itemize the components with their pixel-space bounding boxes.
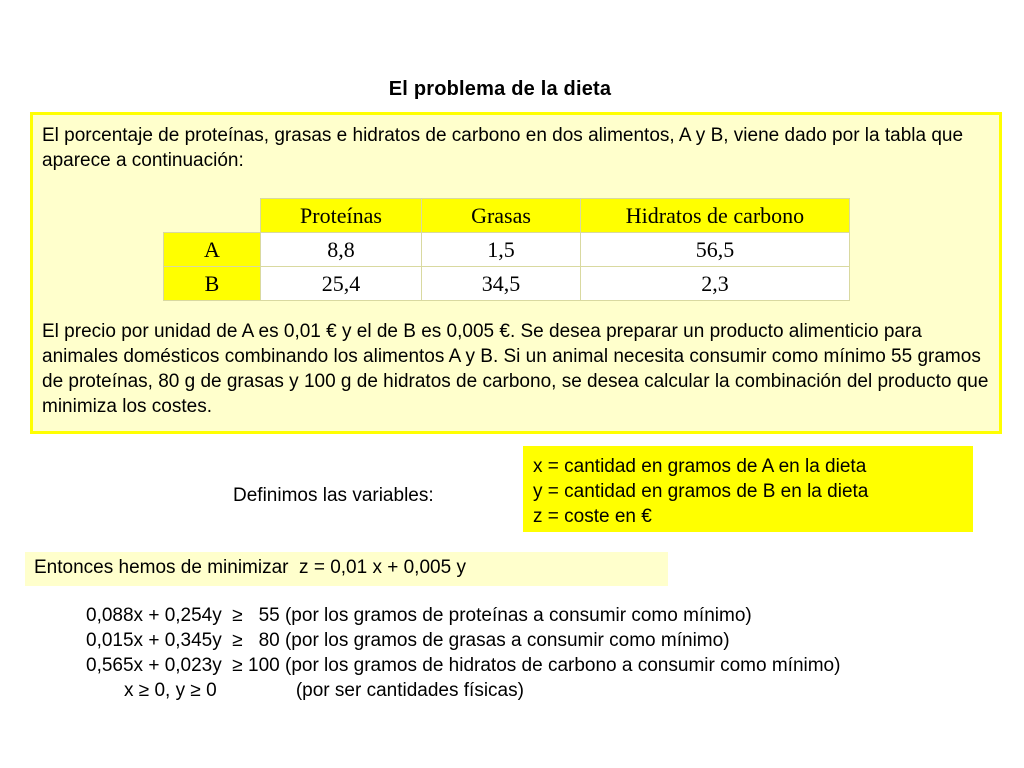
- variable-definition-y: y = cantidad en gramos de B en la dieta: [533, 481, 869, 502]
- constraint-fats: 0,015x + 0,345y ≥ 80 (por los gramos de grasas a consumir como mínimo): [86, 630, 730, 651]
- table-header-cell: Proteínas: [261, 199, 422, 233]
- table-cell: 1,5: [422, 233, 581, 267]
- problem-intro-text: El porcentaje de proteínas, grasas e hidratos de carbono en dos alimentos, A y B, viene dado por la tabla que aparece a continuación:: [42, 125, 964, 171]
- table-corner-cell: [164, 199, 261, 233]
- table-header-row: [164, 199, 850, 233]
- constraints-list: [86, 603, 840, 703]
- table-row: [164, 233, 850, 267]
- table-row-label: B: [164, 267, 261, 301]
- table-cell: 2,3: [581, 267, 850, 301]
- nutrition-table: [163, 198, 850, 301]
- table-row-label: A: [164, 233, 261, 267]
- variables-definition-box: [523, 446, 973, 532]
- table-cell: 8,8: [261, 233, 422, 267]
- constraint-proteins: 0,088x + 0,254y ≥ 55 (por los gramos de proteínas a consumir como mínimo): [86, 605, 752, 626]
- table-cell: 34,5: [422, 267, 581, 301]
- table-row: [164, 267, 850, 301]
- table-cell: 25,4: [261, 267, 422, 301]
- constraint-nonnegativity: x ≥ 0, y ≥ 0 (por ser cantidades físicas): [124, 680, 524, 701]
- table-header-cell: Hidratos de carbono: [581, 199, 850, 233]
- page-title: El problema de la dieta: [388, 78, 612, 100]
- constraint-carbohydrates: 0,565x + 0,023y ≥ 100 (por los gramos de hidratos de carbono a consumir como mínimo): [86, 655, 841, 676]
- problem-statement-text: El precio por unidad de A es 0,01 € y el de B es 0,005 €. Se desea preparar un producto alimenticio para animales domésticos combinando los alimentos A y B. Si un animal necesita consumir como mínimo 55 gramos de proteínas, 80 g de grasas y 100 g de hidratos de carbono, se desea calcular la combinación del producto que minimiza los costes.: [42, 321, 989, 417]
- variable-definition-x: x = cantidad en gramos de A en la dieta: [533, 456, 867, 477]
- table-cell: 56,5: [581, 233, 850, 267]
- objective-function-box: Entonces hemos de minimizar z = 0,01 x + 0,005 y: [25, 552, 668, 586]
- variables-label: Definimos las variables:: [233, 485, 434, 506]
- table-header-cell: Grasas: [422, 199, 581, 233]
- variable-definition-z: z = coste en €: [533, 506, 652, 527]
- problem-statement-box: [30, 112, 1002, 434]
